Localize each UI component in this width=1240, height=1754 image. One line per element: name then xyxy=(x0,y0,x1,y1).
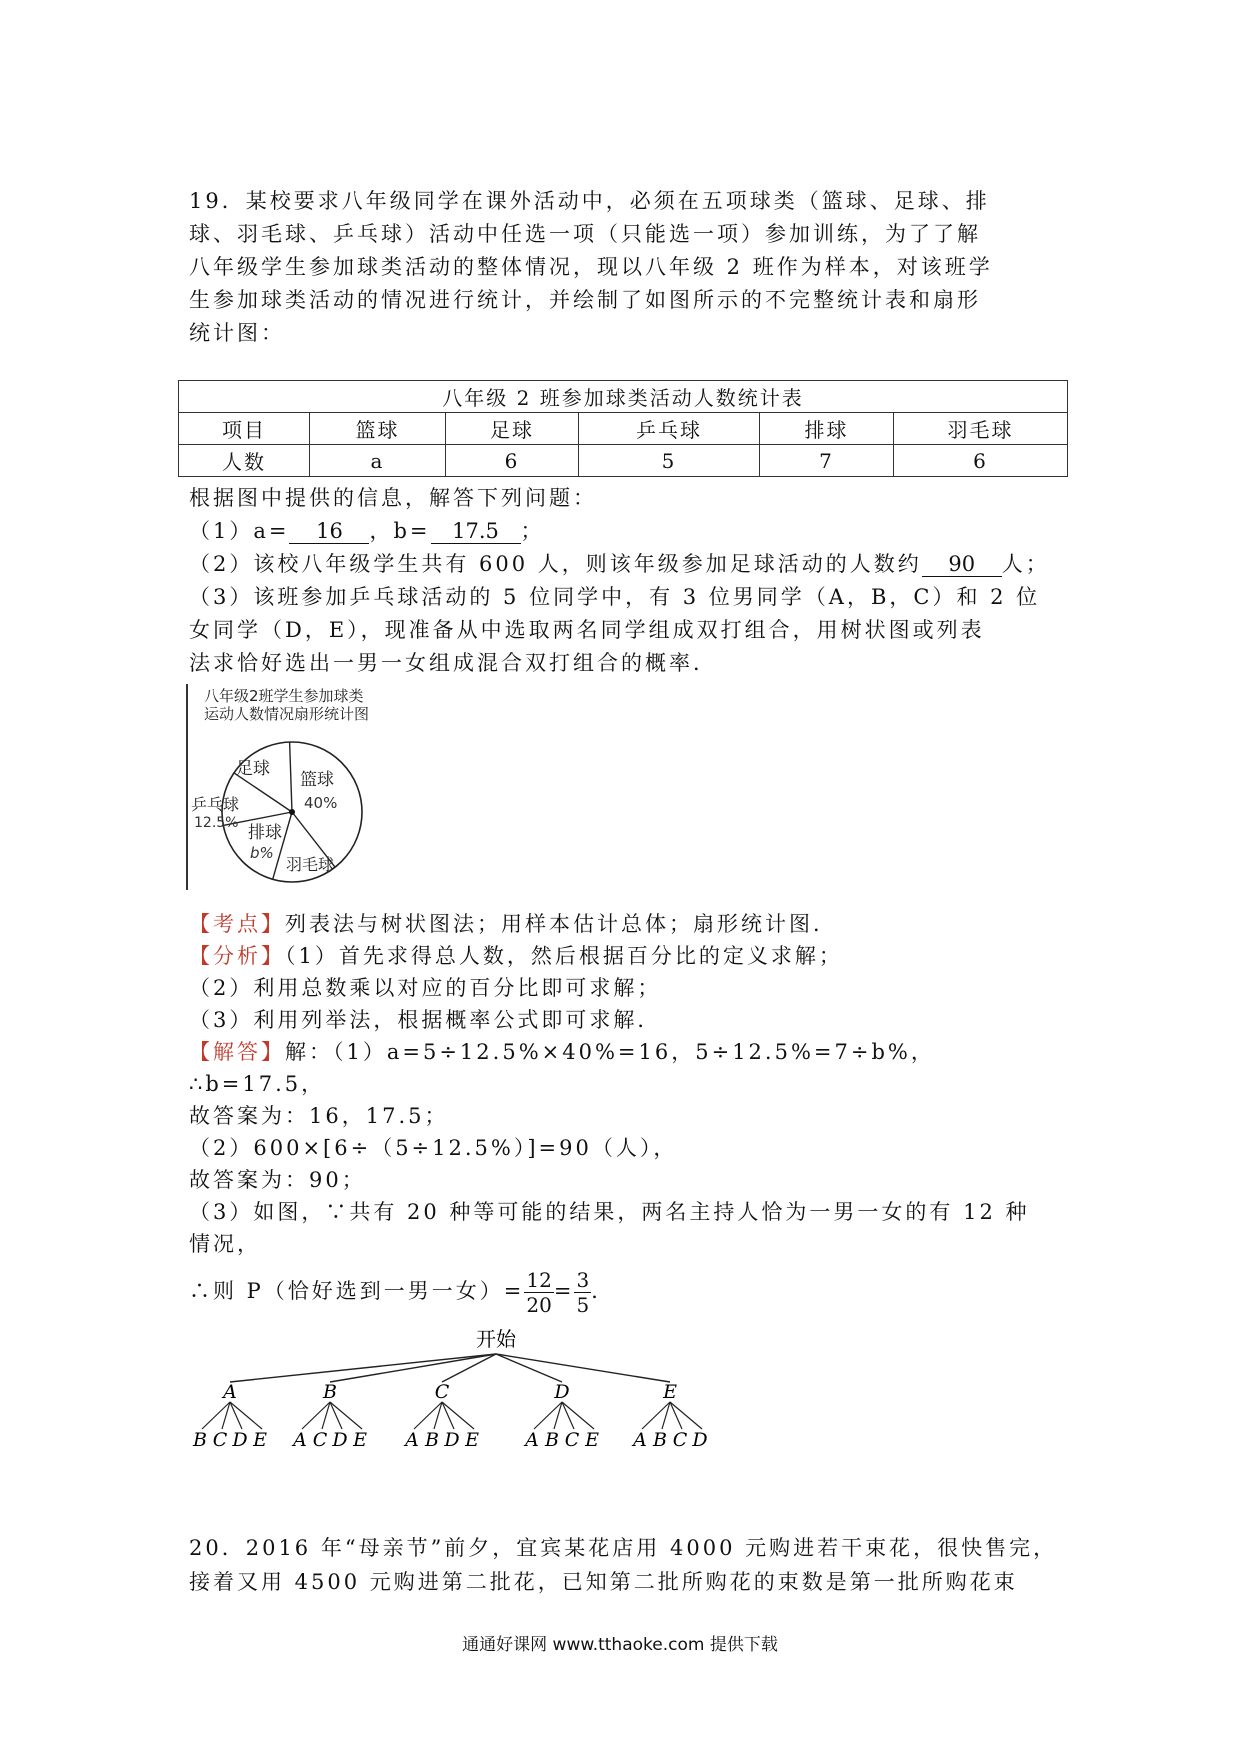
pie-title-line2: 运动人数情况扇形统计图 xyxy=(204,705,370,723)
fraction-3-5 xyxy=(574,1268,591,1317)
tree-node-b: B xyxy=(323,1381,337,1403)
tree-leaf: A xyxy=(525,1429,539,1451)
q2-line xyxy=(189,548,1050,578)
solution-answer2-line: 故答案为：90； xyxy=(189,1168,366,1192)
pie-title-line1: 八年级2班学生参加球类 xyxy=(204,687,364,705)
tree-edge xyxy=(230,1402,262,1429)
q19-line-2: 球、羽毛球、乒乓球）活动中任选一项（只能选一项）参加训练，为了了解 xyxy=(189,222,981,246)
q3-line-2: 女同学（D，E），现准备从中选取两名同学组成双打组合，用树状图或列表 xyxy=(189,618,985,642)
pie-center-dot xyxy=(289,809,295,815)
tree-diagram-svg xyxy=(186,1316,776,1486)
slice-label-lanqiu: 篮球 xyxy=(300,770,334,790)
tree-leaf: E xyxy=(253,1429,267,1451)
slice-pct-lanqiu: 40% xyxy=(304,794,338,812)
table-cell: 5 xyxy=(579,445,760,477)
tree-leaf: B xyxy=(425,1429,439,1451)
tree-leaf: E xyxy=(465,1429,479,1451)
fraction-numerator: 3 xyxy=(576,1268,590,1292)
table-cell: 6 xyxy=(894,445,1068,477)
tree-leaf: C xyxy=(212,1429,228,1451)
jieda-line xyxy=(189,1036,935,1066)
tree-edge xyxy=(442,1402,474,1429)
tree-leaf: D xyxy=(232,1429,248,1451)
tree-edge xyxy=(670,1402,682,1429)
pie-slice-boundary xyxy=(290,742,292,812)
table-cell: 6 xyxy=(446,445,579,477)
table-cell: 人数 xyxy=(179,445,310,477)
fraction-denominator: 20 xyxy=(526,1293,552,1317)
q1-line xyxy=(189,515,545,545)
stats-table-title: 八年级 2 班参加球类活动人数统计表 xyxy=(179,381,1068,413)
tree-node-a: A xyxy=(223,1381,237,1403)
tree-node-d: D xyxy=(554,1381,570,1403)
tree-edge xyxy=(230,1402,242,1429)
tree-leaf: A xyxy=(633,1429,647,1451)
tree-edge xyxy=(496,1354,670,1382)
tree-leaf: A xyxy=(293,1429,307,1451)
slice-pct-pingpang: 12.5% xyxy=(194,815,239,831)
solution-answer1-line: 故答案为：16，17.5； xyxy=(189,1104,449,1128)
stats-table-header-row xyxy=(179,413,1068,445)
q19-line-4: 生参加球类活动的情况进行统计，并绘制了如图所示的不完整统计表和扇形 xyxy=(189,288,981,312)
tree-leaf: E xyxy=(353,1429,367,1451)
tree-leaf: C xyxy=(312,1429,328,1451)
equals-sign: = xyxy=(553,1279,575,1303)
kaodian-line xyxy=(189,908,837,938)
slice-pct-paiqiu: b% xyxy=(250,844,274,862)
tree-edge xyxy=(670,1402,702,1429)
fraction-numerator: 12 xyxy=(526,1268,552,1292)
tree-node-e: E xyxy=(663,1381,677,1403)
tree-edge xyxy=(230,1354,496,1382)
q19-line-1: 19．某校要求八年级同学在课外活动中，必须在五项球类（篮球、足球、排 xyxy=(189,189,990,213)
tree-leaf: B xyxy=(193,1429,207,1451)
answer-b: 17.5 xyxy=(431,519,521,544)
page-footer: 通通好课网 www.tthaoke.com 提供下载 xyxy=(462,1635,778,1655)
q1-mid: ，b= xyxy=(369,519,431,543)
answer-a: 16 xyxy=(289,519,369,544)
slice-label-yumao: 羽毛球 xyxy=(286,855,335,874)
tree-branches xyxy=(192,1354,708,1451)
table-cell: 羽毛球 xyxy=(894,413,1068,445)
q2-prefix: （2）该校八年级学生共有 600 人，则该年级参加足球活动的人数约 xyxy=(189,552,922,576)
tree-edge xyxy=(330,1402,362,1429)
solution-2-line: （2）600×[6÷（5÷12.5%）]=90（人）， xyxy=(189,1136,678,1160)
tree-leaf: B xyxy=(653,1429,667,1451)
q20-line-1: 20．2016 年“母亲节”前夕，宜宾某花店用 4000 元购进若干束花，很快售完， xyxy=(189,1536,1058,1560)
slice-label-paiqiu: 排球 xyxy=(248,823,282,843)
tree-leaf: B xyxy=(545,1429,559,1451)
tree-leaf: D xyxy=(692,1429,708,1451)
fenxi-tag: 【分析】 xyxy=(189,944,285,968)
tree-node-c: C xyxy=(434,1381,450,1403)
probability-prefix: ∴则 P（恰好选到一男一女）= xyxy=(189,1279,525,1303)
q20-line-2: 接着又用 4500 元购进第二批花，已知第二批所购花的束数是第一批所购花束 xyxy=(189,1570,1018,1594)
tree-edge xyxy=(562,1402,574,1429)
fraction-denominator: 5 xyxy=(576,1293,590,1317)
jieda-text: 解：（1）a=5÷12.5%×40%=16，5÷12.5%=7÷b%， xyxy=(285,1040,935,1064)
table-cell: 乒乓球 xyxy=(579,413,760,445)
table-cell: 项目 xyxy=(179,413,310,445)
slice-label-pingpang: 乒乓球 xyxy=(191,795,240,814)
pie-chart-figure xyxy=(186,684,388,890)
table-cell: 篮球 xyxy=(310,413,446,445)
tree-edge xyxy=(330,1354,496,1382)
tree-edge xyxy=(562,1402,594,1429)
tree-edge xyxy=(330,1402,342,1429)
prompt-line: 根据图中提供的信息，解答下列问题： xyxy=(189,486,597,510)
solution-3b-line: 情况， xyxy=(189,1232,261,1256)
tree-leaf: D xyxy=(332,1429,348,1451)
tree-diagram xyxy=(186,1316,776,1486)
table-cell: 排球 xyxy=(760,413,894,445)
fenxi-text: （1）首先求得总人数，然后根据百分比的定义求解； xyxy=(285,944,843,968)
probability-line xyxy=(189,1268,615,1317)
table-cell: 足球 xyxy=(446,413,579,445)
q2-end: 人； xyxy=(1001,552,1050,576)
table-cell: a xyxy=(310,445,446,477)
stats-table xyxy=(178,380,1068,477)
kaodian-tag: 【考点】 xyxy=(189,912,285,936)
tree-leaf: C xyxy=(564,1429,580,1451)
answer-q2: 90 xyxy=(922,552,1002,577)
tree-edge xyxy=(442,1402,454,1429)
jieda-tag: 【解答】 xyxy=(189,1040,285,1064)
fenxi-line xyxy=(189,940,843,970)
stats-table-data-row xyxy=(179,445,1068,477)
tree-leaf: A xyxy=(405,1429,419,1451)
fenxi-line-3: （3）利用列举法，根据概率公式即可求解． xyxy=(189,1008,662,1032)
solution-3a-line: （3）如图，∵共有 20 种等可能的结果，两名主持人恰为一男一女的有 12 种 xyxy=(189,1200,1030,1224)
fenxi-line-2: （2）利用总数乘以对应的百分比即可求解； xyxy=(189,976,662,1000)
q3-line-1: （3）该班参加乒乓球活动的 5 位同学中，有 3 位男同学（A，B，C）和 2 位 xyxy=(189,585,1041,609)
q1-prefix: （1）a= xyxy=(189,519,290,543)
tree-root-label: 开始 xyxy=(476,1327,516,1351)
tree-leaf: D xyxy=(444,1429,460,1451)
tree-leaf: C xyxy=(672,1429,688,1451)
kaodian-text: 列表法与树状图法；用样本估计总体；扇形统计图． xyxy=(285,912,837,936)
pie-chart-svg xyxy=(188,684,388,890)
tree-edge xyxy=(496,1354,562,1382)
q1-end: ； xyxy=(520,519,545,543)
q19-line-3: 八年级学生参加球类活动的整体情况，现以八年级 2 班作为样本，对该班学 xyxy=(189,255,993,279)
q3-line-3: 法求恰好选出一男一女组成混合双打组合的概率． xyxy=(189,651,717,675)
tree-leaf: E xyxy=(585,1429,599,1451)
fraction-12-20 xyxy=(524,1268,553,1317)
slice-label-zuqiu: 足球 xyxy=(236,759,270,779)
table-cell: 7 xyxy=(760,445,894,477)
solution-b-line: ∴b=17.5， xyxy=(189,1072,326,1096)
q19-line-5: 统计图： xyxy=(189,321,285,345)
probability-end: ． xyxy=(591,1279,616,1303)
